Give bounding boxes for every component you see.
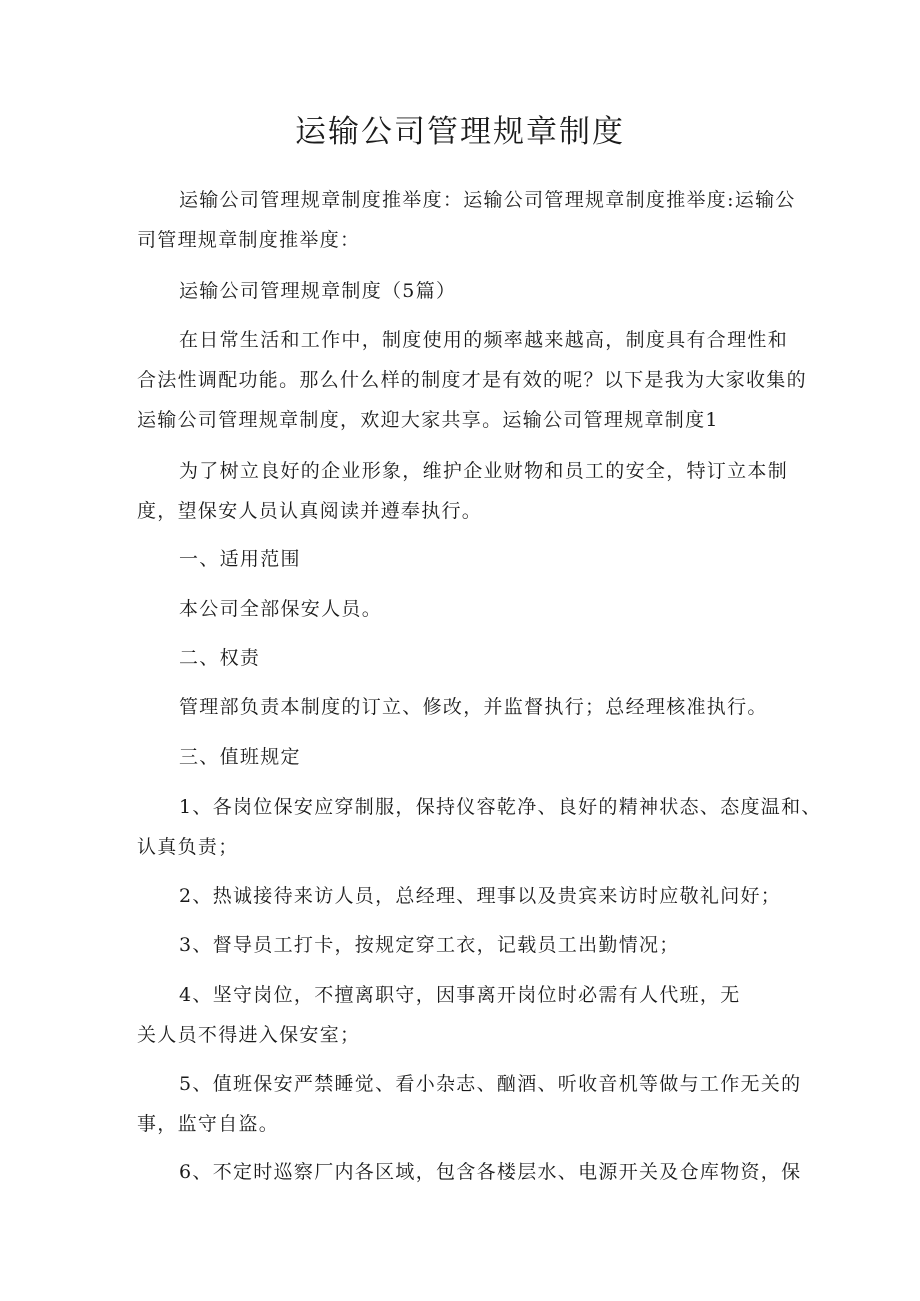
paragraph-line: 二、权责 <box>179 647 261 669</box>
rule-item-1 <box>137 787 822 867</box>
paragraph-line: 1、各岗位保安应穿制服，保持仪容乾净、良好的精神状态、态度温和、 <box>179 796 822 818</box>
paragraph-line: 管理部负责本制度的订立、修改，并监督执行；总经理核准执行。 <box>179 696 768 718</box>
paragraph-line: 运输公司管理规章制度（5篇） <box>179 280 457 302</box>
rule-item-6 <box>137 1152 802 1192</box>
paragraph-line: 运输公司管理规章制度推举度：运输公司管理规章制度推举度:运输公 <box>179 189 796 211</box>
paragraph-line: 为了树立良好的企业形象，维护企业财物和员工的安全，特订立本制 <box>179 460 789 482</box>
paragraph-line: 5、值班保安严禁睡觉、看小杂志、酗酒、听收音机等做与工作无关的 <box>179 1073 802 1095</box>
paragraph-line: 合法性调配功能。那么什么样的制度才是有效的呢？以下是我为大家收集的 <box>137 369 807 391</box>
paragraph-line: 本公司全部保安人员。 <box>179 598 383 620</box>
paragraph-line: 4、坚守岗位，不擅离职守，因事离开岗位时必需有人代班，无 <box>179 984 741 1006</box>
paragraph-recommendation <box>137 180 799 260</box>
paragraph-scope <box>137 589 799 629</box>
paragraph-line: 6、不定时巡察厂内各区域，包含各楼层水、电源开关及仓库物资，保 <box>179 1161 802 1183</box>
paragraph-line: 2、热诚接待来访人员，总经理、理事以及贵宾来访时应敬礼问好； <box>179 885 782 907</box>
paragraph-responsibility <box>137 687 799 727</box>
rule-item-2 <box>137 876 799 916</box>
paragraph-line: 运输公司管理规章制度，欢迎大家共享。运输公司管理规章制度1 <box>137 409 719 431</box>
paragraph-line: 三、值班规定 <box>179 746 301 768</box>
paragraph-line: 在日常生活和工作中，制度使用的频率越来越高，制度具有合理性和 <box>179 329 789 351</box>
paragraph-intro <box>137 320 807 440</box>
rule-item-5 <box>137 1064 802 1144</box>
section-heading-duty <box>137 737 799 777</box>
rule-item-4 <box>137 975 799 1055</box>
section-heading-responsibility <box>137 638 799 678</box>
paragraph-line: 度，望保安人员认真阅读并遵奉执行。 <box>137 500 483 522</box>
paragraph-line: 一、适用范围 <box>179 548 301 570</box>
paragraph-purpose <box>137 451 799 531</box>
paragraph-line: 司管理规章制度推举度： <box>137 229 361 251</box>
paragraph-line: 事，监守自盗。 <box>137 1113 280 1135</box>
paragraph-line: 关人员不得进入保安室； <box>137 1024 361 1046</box>
document-title: 运输公司管理规章制度 <box>295 114 625 150</box>
paragraph-subtitle <box>137 271 799 311</box>
rule-item-3 <box>137 925 799 965</box>
paragraph-line: 认真负责； <box>137 836 239 858</box>
section-heading-scope <box>137 539 799 579</box>
paragraph-line: 3、督导员工打卡，按规定穿工衣，记载员工出勤情况； <box>179 934 680 956</box>
